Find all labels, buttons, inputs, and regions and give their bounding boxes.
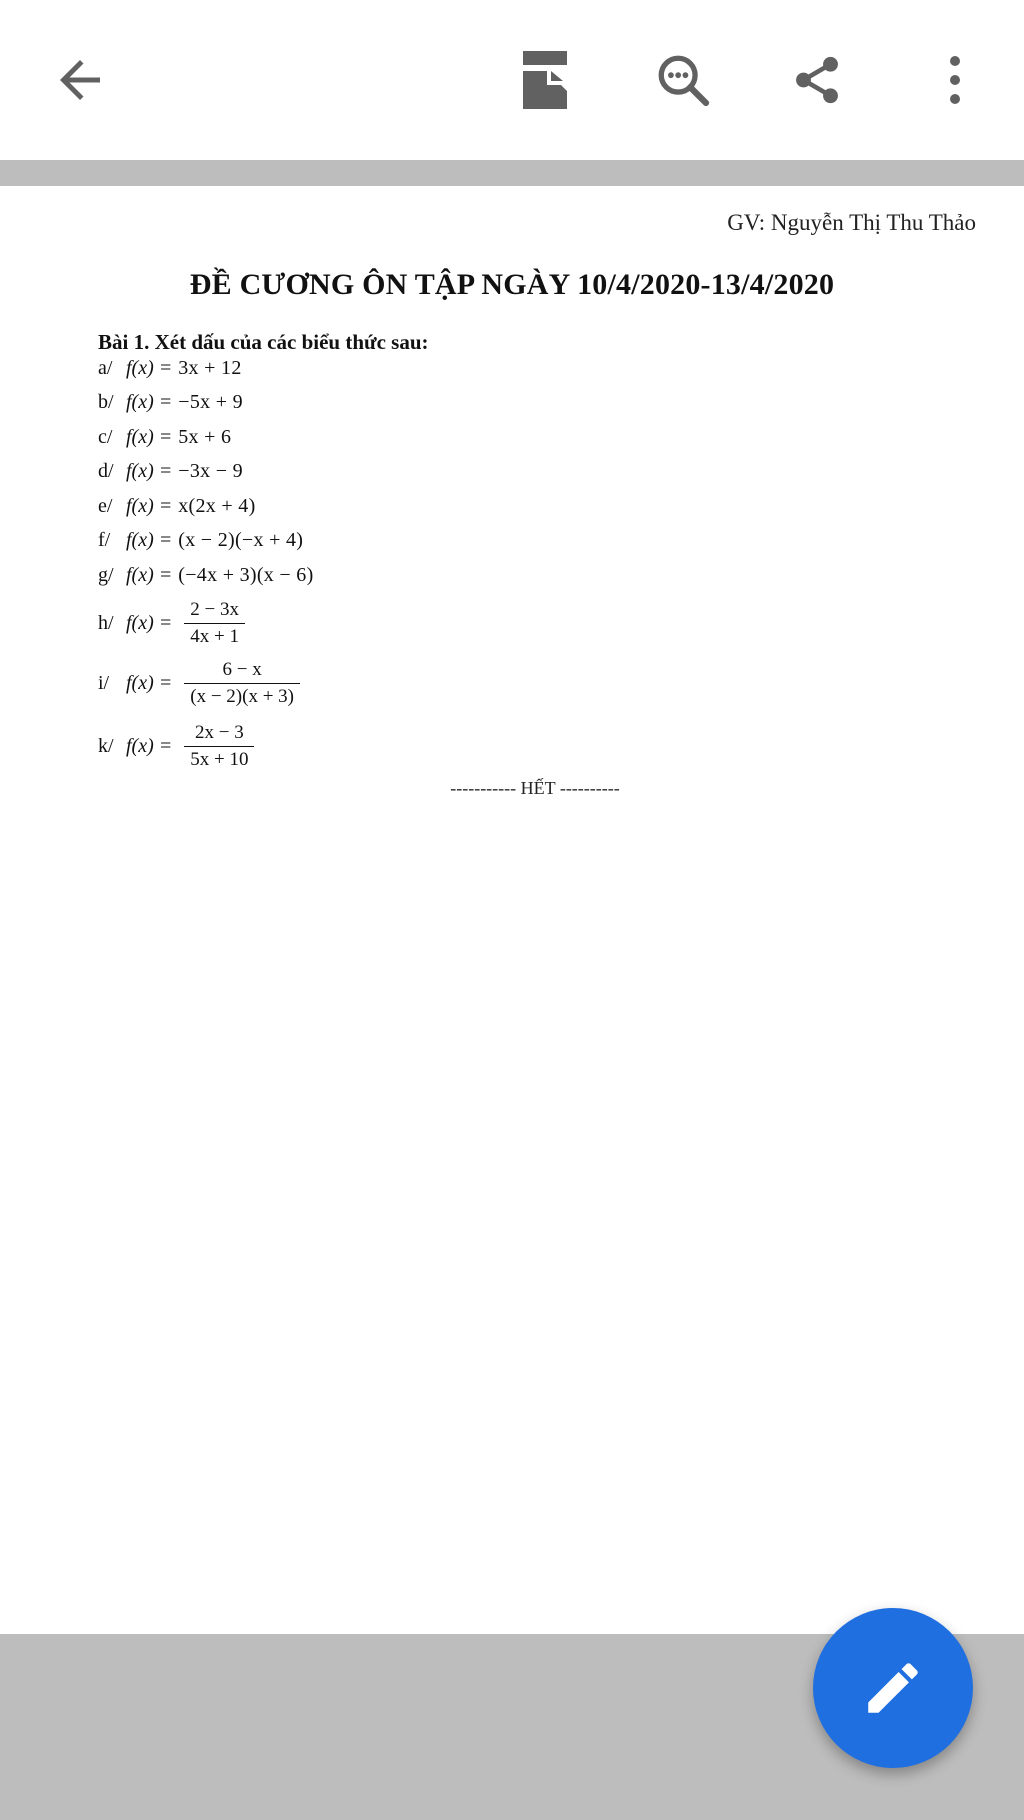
item-label: k/ <box>98 734 114 757</box>
exercise-heading: Bài 1. Xét dấu của các biểu thức sau: <box>98 330 429 354</box>
fraction <box>184 722 254 771</box>
list-item <box>98 391 243 414</box>
list-item <box>98 460 243 483</box>
function-name: f(x) = <box>126 495 173 517</box>
share-button[interactable] <box>775 38 859 122</box>
function-name: f(x) = <box>126 426 173 448</box>
expression: −3x − 9 <box>178 460 243 482</box>
list-item <box>98 599 245 648</box>
item-label: g/ <box>98 564 114 586</box>
fraction <box>184 599 245 648</box>
expression: (−4x + 3)(x − 6) <box>178 564 314 586</box>
fraction <box>184 659 300 708</box>
item-label: d/ <box>98 460 114 482</box>
function-name: f(x) = <box>126 611 173 634</box>
denominator: (x − 2)(x + 3) <box>184 683 300 708</box>
function-name: f(x) = <box>126 357 173 379</box>
denominator: 5x + 10 <box>184 746 254 771</box>
numerator: 6 − x <box>222 659 262 680</box>
search-more-icon <box>654 51 712 109</box>
list-item <box>98 722 254 771</box>
page-layout-button[interactable] <box>503 38 587 122</box>
function-name: f(x) = <box>126 734 173 757</box>
item-label: a/ <box>98 357 113 379</box>
function-name: f(x) = <box>126 564 173 586</box>
function-name: f(x) = <box>126 529 173 551</box>
edit-fab-button[interactable] <box>813 1608 973 1768</box>
document-page <box>0 186 1024 1634</box>
item-label: b/ <box>98 391 114 413</box>
list-item <box>98 659 300 708</box>
end-marker: ----------- HẾT ---------- <box>450 778 620 798</box>
item-label: c/ <box>98 426 113 448</box>
more-options-button[interactable] <box>913 38 997 122</box>
search-in-document-button[interactable] <box>641 38 725 122</box>
list-item <box>98 426 231 449</box>
back-button[interactable] <box>38 38 122 122</box>
numerator: 2x − 3 <box>195 722 244 743</box>
expression: x(2x + 4) <box>178 495 256 517</box>
function-name: f(x) = <box>126 391 173 413</box>
top-app-bar <box>0 0 1024 160</box>
expression: 5x + 6 <box>178 426 232 448</box>
author-line: GV: Nguyễn Thị Thu Thảo <box>727 210 976 235</box>
more-vert-icon <box>945 53 965 107</box>
page-gap <box>0 160 1024 186</box>
edit-pencil-icon <box>860 1655 926 1721</box>
share-icon <box>790 53 844 107</box>
list-item <box>98 357 242 380</box>
expression: −5x + 9 <box>178 391 243 413</box>
denominator: 4x + 1 <box>184 623 245 648</box>
page-layout-icon <box>521 49 569 111</box>
numerator: 2 − 3x <box>190 599 239 620</box>
document-title: ĐỀ CƯƠNG ÔN TẬP NGÀY 10/4/2020-13/4/2020 <box>189 268 835 301</box>
item-label: i/ <box>98 671 110 694</box>
list-item <box>98 564 314 587</box>
item-label: h/ <box>98 611 114 634</box>
function-name: f(x) = <box>126 671 173 694</box>
list-item <box>98 529 303 552</box>
arrow-left-icon <box>50 50 110 110</box>
expression: (x − 2)(−x + 4) <box>178 529 304 551</box>
item-label: f/ <box>98 529 111 551</box>
function-name: f(x) = <box>126 460 173 482</box>
item-label: e/ <box>98 495 113 517</box>
list-item <box>98 495 256 518</box>
expression: 3x + 12 <box>178 357 242 379</box>
